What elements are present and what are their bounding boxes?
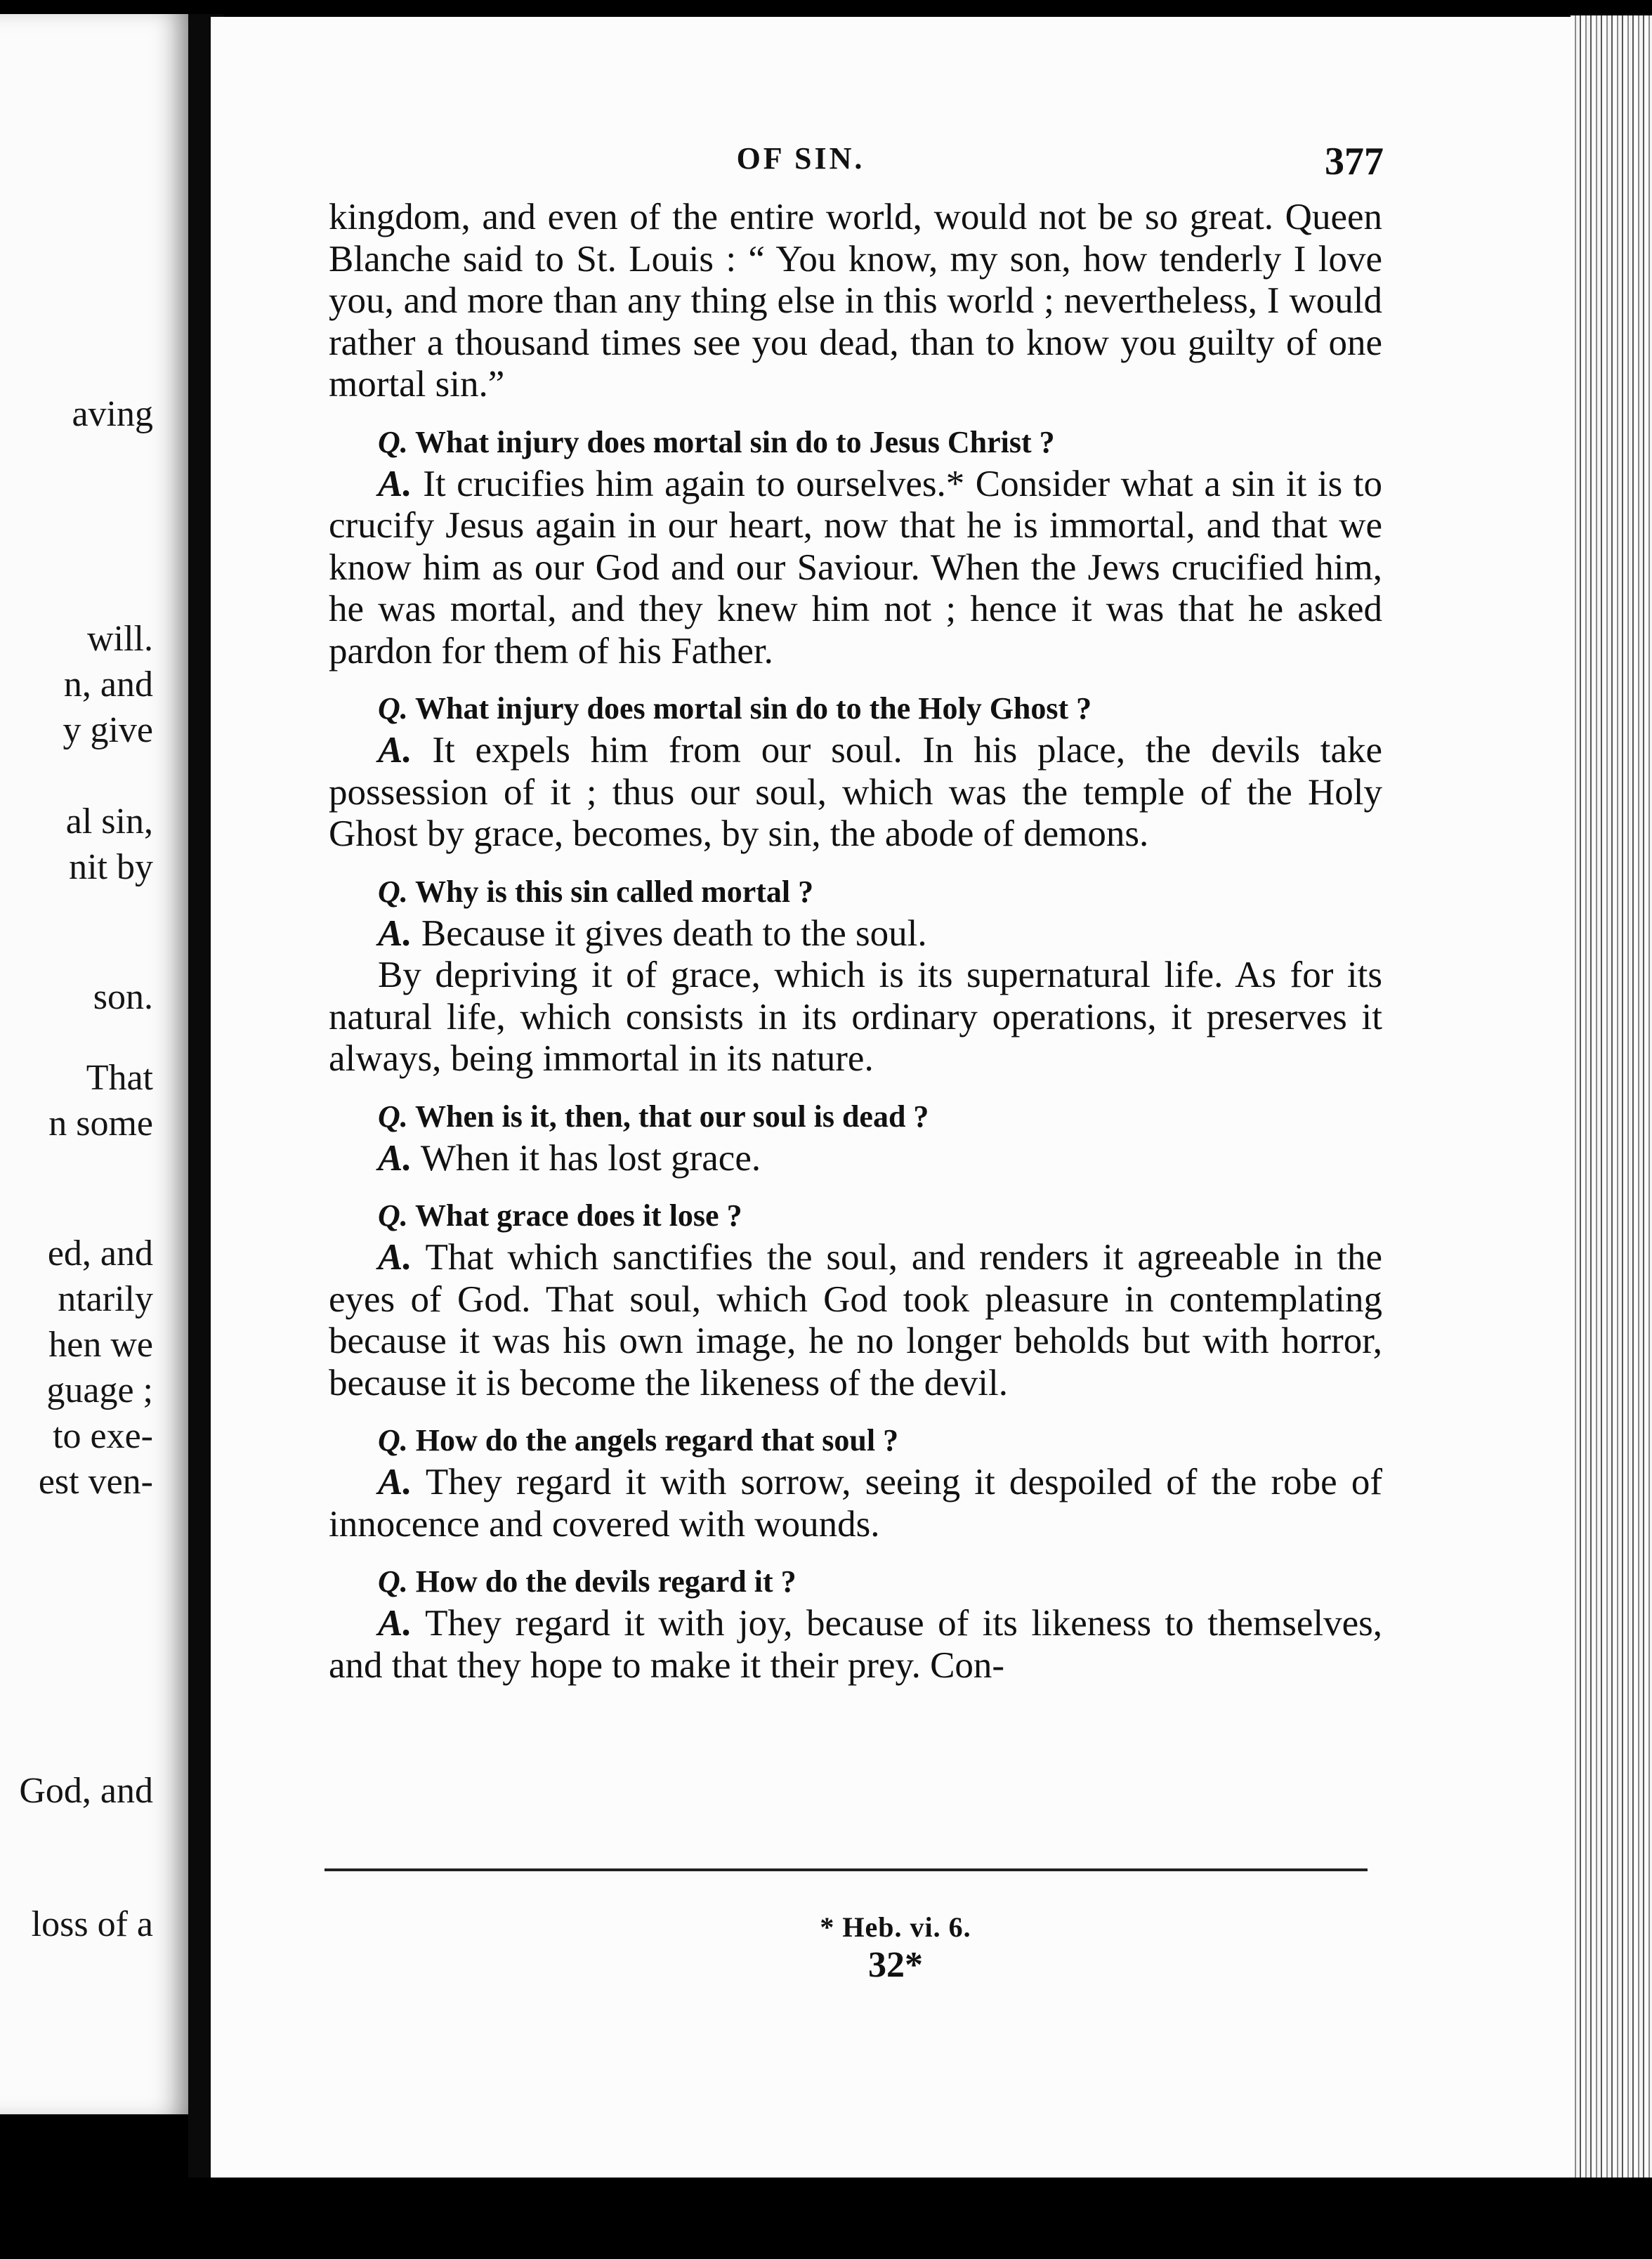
answer-text: They regard it with sorrow, seeing it despoiled of the robe of innocence and covered with wounds.: [329, 1462, 1382, 1545]
qa-section-1: [329, 423, 1382, 955]
question-text: What injury does mortal sin do to Jesus Christ ?: [415, 424, 1055, 459]
facing-page-line: nit by: [69, 847, 153, 887]
facing-page-line: al sin,: [65, 801, 153, 842]
facing-page-line: hen we: [48, 1325, 153, 1365]
question: [378, 423, 1382, 462]
facing-page-line: loss of a: [31, 1904, 153, 1944]
signature-mark: 32*: [868, 1945, 923, 1985]
facing-page-left: [0, 14, 188, 2114]
facing-page-line: God, and: [19, 1771, 153, 1811]
qa-section-2: [329, 1097, 1382, 1687]
question-text: How do the devils regard it ?: [415, 1564, 796, 1599]
answer: [329, 1138, 1382, 1180]
facing-page-line: That: [86, 1058, 153, 1098]
question-text: When is it, then, that our soul is dead ?: [415, 1099, 929, 1134]
facing-page-line: to exe-: [53, 1416, 153, 1456]
opening-paragraph: kingdom, and even of the entire world, would not be so great. Queen Blanche said to St. Louis : “ You know, my son, how tenderly I love you, and more than any thing else in this world ; nevertheless, I would rather a thousand times see you dead, than to know you guilty of one mortal sin.”: [329, 197, 1382, 405]
facing-page-line: aving: [72, 394, 153, 434]
question: [378, 1097, 1382, 1137]
footnote: * Heb. vi. 6.: [820, 1911, 971, 1943]
answer: [329, 913, 1382, 955]
facing-page-line: will.: [87, 619, 153, 659]
facing-page-line: y give: [63, 710, 153, 750]
question-text: How do the angels regard that soul ?: [415, 1423, 899, 1458]
facing-page-line: ntarily: [58, 1279, 153, 1319]
answer-text: It expels him from our soul. In his place, the devils take possession of it ; thus our soul, which was the temple of the Holy Ghost by grace, becomes, by sin, the abode of demons.: [329, 730, 1383, 854]
question-text: Why is this sin called mortal ?: [415, 874, 814, 909]
answer-letter: A.: [378, 912, 412, 954]
question: [378, 1421, 1382, 1460]
answer-text: They regard it with joy, because of its likeness to themselves, and that they hope to make it their prey. Con-: [329, 1603, 1383, 1686]
facing-page-line: son.: [93, 977, 153, 1017]
scan-bottom-border: [0, 2178, 1652, 2259]
page-edges: [1571, 15, 1652, 2200]
question-letter: Q.: [378, 1423, 408, 1458]
question: [378, 689, 1382, 728]
page-number: 377: [1325, 140, 1384, 183]
answer: [329, 464, 1382, 673]
running-head: OF SIN.: [736, 141, 865, 176]
answer-letter: A.: [378, 463, 412, 504]
answer: [329, 1462, 1382, 1545]
question-text: What grace does it lose ?: [415, 1198, 742, 1233]
question: [378, 1562, 1382, 1602]
page-text: [329, 197, 1382, 1687]
footnote-rule: [324, 1868, 1368, 1871]
question-letter: Q.: [378, 874, 408, 909]
question: [378, 872, 1382, 912]
facing-page-line: n, and: [63, 664, 153, 705]
facing-page-line: ed, and: [47, 1233, 153, 1273]
answer: [329, 730, 1382, 856]
question: [378, 1196, 1382, 1236]
answer-text: When it has lost grace.: [420, 1137, 761, 1179]
answer-letter: A.: [378, 1603, 412, 1644]
answer-text: That which sanctifies the soul, and renders it agreeable in the eyes of God. That soul, which God took pleasure in contemplating because it was his own image, he no longer beholds but with horror, because it is become the likeness of the devil.: [329, 1237, 1382, 1403]
answer: [329, 1237, 1382, 1404]
answer-letter: A.: [378, 730, 412, 771]
answer-text: Because it gives death to the soul.: [421, 912, 927, 954]
facing-page-line: guage ;: [46, 1370, 153, 1410]
question-letter: Q.: [378, 691, 408, 726]
question-letter: Q.: [378, 1099, 408, 1134]
question-text: What injury does mortal sin do to the Holy Ghost ?: [415, 691, 1092, 726]
answer-letter: A.: [378, 1237, 412, 1278]
facing-page-line: n some: [48, 1104, 153, 1144]
question-letter: Q.: [378, 1564, 408, 1599]
answer-text: It crucifies him again to ourselves.* Consider what a sin it is to crucify Jesus again in our heart, now that he is immortal, and that we know him as our God and our Saviour. When the Jews crucified him, he was mortal, and they knew him not ; hence it was that he asked pardon for them of his Father.: [329, 463, 1383, 672]
facing-page-line: est ven-: [38, 1462, 153, 1502]
answer: [329, 1603, 1382, 1687]
answer-letter: A.: [378, 1137, 412, 1179]
question-letter: Q.: [378, 424, 408, 459]
question-letter: Q.: [378, 1198, 408, 1233]
answer-letter: A.: [378, 1462, 412, 1502]
mortal-paragraph: By depriving it of grace, which is its supernatural life. As for its natural life, which consists in its ordinary operations, it preserves it always, being immortal in its nature.: [329, 955, 1382, 1079]
